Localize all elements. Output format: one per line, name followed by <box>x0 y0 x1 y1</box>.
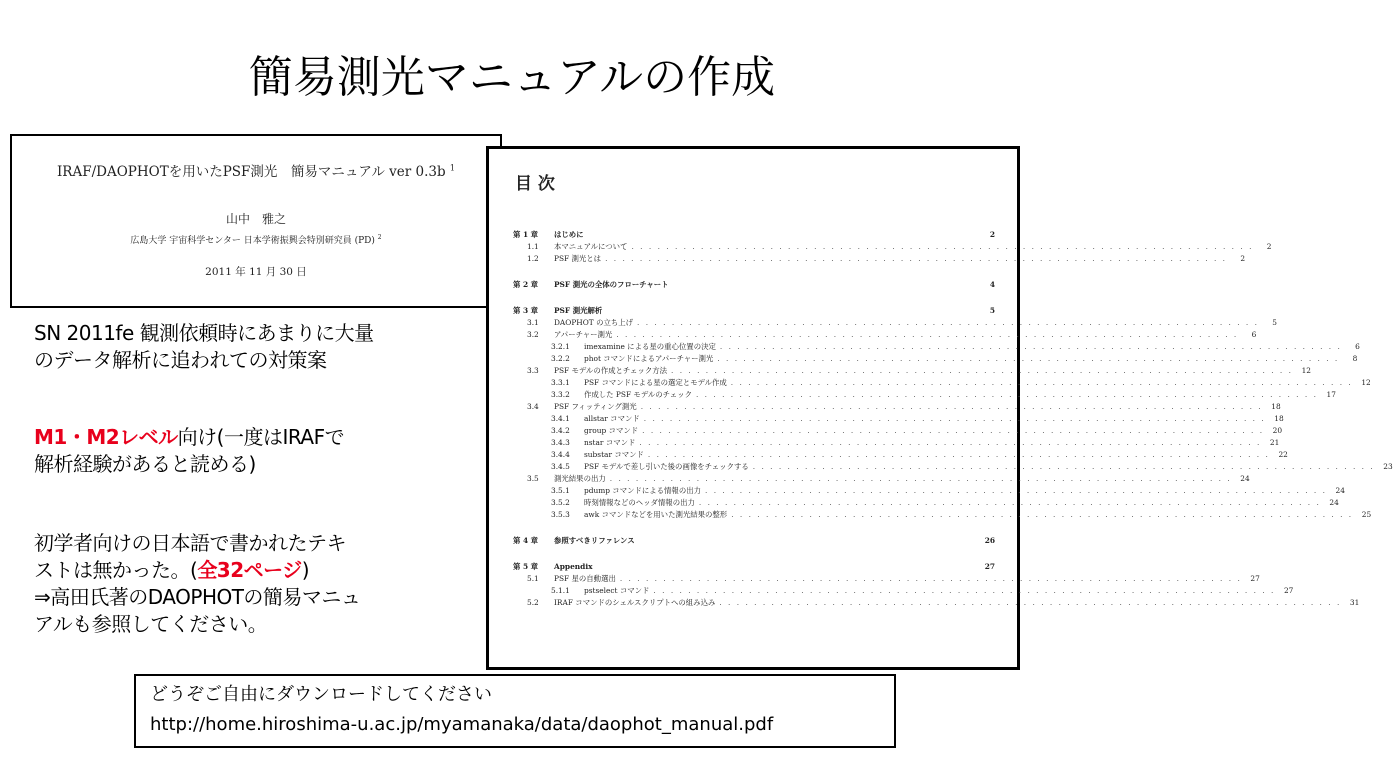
toc-leader-dots: . . . . . . . . . . . . . . . . . . . . . . . . . . . . . . . . . . . . . . . . . . . . . . . . . . . . . . . . . . . . . . . . . . . . . . . . <box>695 390 1318 399</box>
toc-leader-dots: . . . . . . . . . . . . . . . . . . . . . . . . . . . . . . . . . . . . . . . . . . . . . . . . . . . . . . . . . . . . . . . . . . . . . . . . <box>619 574 1242 583</box>
toc-entry <box>513 365 1311 377</box>
toc-leader-dots: . . . . . . . . . . . . . . . . . . . . . . . . . . . . . . . . . . . . . . . . . . . . . . . . . . . . . . . . . . . . . . . . . . . . . . . . <box>631 242 1254 251</box>
toc-entry-page: 12 <box>1361 378 1371 387</box>
toc-entry <box>513 597 1360 609</box>
toc-entry <box>513 461 1393 473</box>
toc-entry <box>513 485 1345 497</box>
toc-entry-number: 5.2 <box>527 598 539 607</box>
download-label: どうぞご自由にダウンロードしてください <box>150 684 492 705</box>
toc-entry-page: 27 <box>1283 586 1294 595</box>
toc-entry <box>513 229 995 241</box>
paper-date: 2011 年 11 月 30 日 <box>205 266 307 278</box>
toc-entry <box>513 437 1280 449</box>
toc-leader-dots: . . . . . . . . . . . . . . . . . . . . . . . . . . . . . . . . . . . . . . . . . . . . . . . . . . . . . . . . . . . . . . . . . . . . . . . . <box>605 254 1228 263</box>
toc-entry <box>513 509 1372 521</box>
toc-entry <box>513 253 1246 265</box>
toc-entry-title: 時刻情報などのヘッダ情報の出力 <box>584 498 695 507</box>
toc-entry-title: アパーチャー測光 <box>554 330 613 339</box>
toc-entry-page: 6 <box>1251 330 1257 339</box>
toc-entry <box>513 413 1284 425</box>
toc-entry-title: 作成した PSF モデルのチェック <box>584 390 692 399</box>
toc-entry-page: 12 <box>1301 366 1311 375</box>
toc-entry-title: PSF コマンドによる星の選定とモデル作成 <box>584 378 727 387</box>
toc-entry-page: 5 <box>1272 318 1277 327</box>
toc-entry <box>513 329 1257 341</box>
toc-entry <box>513 573 1260 585</box>
toc-entry-number: 第 5 章 <box>513 562 539 571</box>
toc-entry-title: PSF フィッティング測光 <box>554 402 637 411</box>
toc-entry-title: 参照すべきリファレンス <box>554 536 635 545</box>
toc-leader-dots: . . . . . . . . . . . . . . . . . . . . . . . . . . . . . . . . . . . . . . . . . . . . . . . . . . . . . . . . . . . . . . . . . . . . . . . . <box>609 474 1232 483</box>
toc-heading: 目 次 <box>515 174 555 194</box>
toc-entry-number: 3.5.1 <box>551 486 570 495</box>
toc-entry-number: 第 2 章 <box>513 280 539 289</box>
toc-entry-number: 3.5.2 <box>551 498 570 507</box>
toc-entry-title: phot コマンドによるアパーチャー測光 <box>584 354 714 363</box>
toc-entry <box>513 561 995 573</box>
toc-entry-page: 27 <box>1250 574 1260 583</box>
toc-entry-title: pdump コマンドによる情報の出力 <box>584 486 701 495</box>
toc-entry-title: PSF モデルの作成とチェック方法 <box>554 366 668 375</box>
toc-entry-page: 20 <box>1272 426 1283 435</box>
toc-entry-title: group コマンド <box>584 426 639 435</box>
toc-entry-number: 3.2 <box>527 330 539 339</box>
body-paragraph-2: M1・M2レベル向け(一度はIRAFで 解析経験があると読める) <box>34 425 345 476</box>
toc-entry-number: 5.1 <box>527 574 539 583</box>
toc-leader-dots: . . . . . . . . . . . . . . . . . . . . . . . . . . . . . . . . . . . . . . . . . . . . . . . . . . . . . . . . . . . . . . . . . . . . . . . . <box>705 486 1327 495</box>
toc-entry-number: 3.4.2 <box>551 426 570 435</box>
toc-entry-title: 測光結果の出力 <box>554 474 606 483</box>
toc-entry-page: 21 <box>1269 438 1280 447</box>
toc-entry-page: 23 <box>1383 462 1393 471</box>
toc-entry <box>513 353 1358 365</box>
toc-entry-number: 3.3.1 <box>551 378 570 387</box>
table-of-contents <box>486 146 1393 670</box>
toc-entry-number: 3.1 <box>527 318 539 327</box>
toc-entry-page: 18 <box>1274 414 1284 423</box>
toc-entry-page: 31 <box>1349 598 1360 607</box>
toc-leader-dots: . . . . . . . . . . . . . . . . . . . . . . . . . . . . . . . . . . . . . . . . . . . . . . . . . . . . . . . . . . . . . . . . . . . . . . . . <box>719 598 1342 607</box>
toc-leader-dots: . . . . . . . . . . . . . . . . . . . . . . . . . . . . . . . . . . . . . . . . . . . . . . . . . . . . . . . . . . . . . . . . . . . . . . . . <box>643 414 1266 423</box>
toc-leader-dots: . . . . . . . . . . . . . . . . . . . . . . . . . . . . . . . . . . . . . . . . . . . . . . . . . . . . . . . . . . . . . . . . . . . . . . . . <box>653 586 1276 595</box>
toc-leader-dots: . . . . . . . . . . . . . . . . . . . . . . . . . . . . . . . . . . . . . . . . . . . . . . . . . . . . . . . . . . . . . . . . . . . . . . . . <box>637 318 1259 327</box>
toc-leader-dots: . . . . . . . . . . . . . . . . . . . . . . . . . . . . . . . . . . . . . . . . . . . . . . . . . . . . . . . . . . . . . . . . . . . . . . . . <box>717 354 1340 363</box>
toc-entry-number: 3.4.3 <box>551 438 570 447</box>
toc-entry-number: 3.4.1 <box>551 414 570 423</box>
toc-leader-dots: . . . . . . . . . . . . . . . . . . . . . . . . . . . . . . . . . . . . . . . . . . . . . . . . . . . . . . . . . . . . . . . . . . . . . . . . <box>730 378 1353 387</box>
toc-entry-title: PSF 測光解析 <box>554 306 603 315</box>
toc-entry <box>513 377 1371 389</box>
body-paragraph-1: SN 2011fe 観測依頼時にあまりに大量 のデータ解析に追われての対策案 <box>34 321 374 372</box>
paper-affiliation: 広島大学 宇宙科学センター 日本学術振興会特別研究員 (PD) $^2$ <box>130 234 382 246</box>
download-box <box>134 674 896 748</box>
toc-entry <box>513 241 1272 253</box>
toc-entry <box>513 585 1294 597</box>
toc-entry-number: 3.5.3 <box>551 510 570 519</box>
body-paragraph-3: 初学者向けの日本語で書かれたテキ ストは無かった。(全32ページ) ⇒高田氏著のDAOPHOTの簡易マニュ アルも参照してください。 <box>34 531 361 636</box>
toc-entry-title: substar コマンド <box>584 450 644 459</box>
toc-leader-dots: . . . . . . . . . . . . . . . . . . . . . . . . . . . . . . . . . . . . . . . . . . . . . . . . . . . . . . . . . . . . . . . . . . . . . . . . <box>752 462 1375 471</box>
toc-leader-dots: . . . . . . . . . . . . . . . . . . . . . . . . . . . . . . . . . . . . . . . . . . . . . . . . . . . . . . . . . . . . . . . . . . . . . . . . <box>671 366 1293 375</box>
toc-entry-number: 第 1 章 <box>513 230 539 239</box>
toc-entry <box>513 425 1283 437</box>
toc-entry-number: 3.4.4 <box>551 450 570 459</box>
download-link[interactable]: http://home.hiroshima-u.ac.jp/myamanaka/data/daophot_manual.pdf <box>150 714 774 735</box>
toc-entry-page: 8 <box>1352 354 1358 363</box>
toc-entry-number: 3.3.2 <box>551 390 570 399</box>
toc-entry-number: 3.5 <box>527 474 539 483</box>
paper-author: 山中 雅之 <box>225 212 286 226</box>
level-highlight: M1・M2レベル <box>34 425 178 449</box>
toc-entry <box>513 497 1339 509</box>
toc-entry-number: 第 4 章 <box>513 536 539 545</box>
toc-entry-title: awk コマンドなどを用いた測光結果の整形 <box>584 510 728 519</box>
toc-leader-dots: . . . . . . . . . . . . . . . . . . . . . . . . . . . . . . . . . . . . . . . . . . . . . . . . . . . . . . . . . . . . . . . . . . . . . . . . <box>640 402 1263 411</box>
toc-entry-title: DAOPHOT の立ち上げ <box>554 318 634 327</box>
toc-entry-page: 22 <box>1278 450 1288 459</box>
toc-entry-page: 25 <box>1361 510 1372 519</box>
toc-entry <box>513 449 1288 461</box>
page-count-highlight: 全32ページ <box>197 558 302 582</box>
toc-entry-title: allstar コマンド <box>584 414 640 423</box>
slide-title: 簡易測光マニュアルの作成 <box>248 52 776 103</box>
toc-entry <box>513 341 1360 353</box>
toc-entry-title: nstar コマンド <box>584 438 636 447</box>
toc-entry-page: 5 <box>989 306 995 315</box>
toc-entry-title: 本マニュアルについて <box>554 242 628 251</box>
toc-entry-title: Appendix <box>554 562 593 571</box>
toc-entry <box>513 317 1277 329</box>
toc-entry-page: 24 <box>1329 498 1339 507</box>
toc-leader-dots: . . . . . . . . . . . . . . . . . . . . . . . . . . . . . . . . . . . . . . . . . . . . . . . . . . . . . . . . . . . . . . . . . . . . . . . . <box>719 342 1342 351</box>
toc-leader-dots: . . . . . . . . . . . . . . . . . . . . . . . . . . . . . . . . . . . . . . . . . . . . . . . . . . . . . . . . . . . . . . . . . . . . . . . . <box>698 498 1321 507</box>
toc-entry-title: pstselect コマンド <box>584 586 650 595</box>
toc-entry-title: imexamine による星の重心位置の決定 <box>584 342 716 351</box>
toc-entry-page: 18 <box>1271 402 1281 411</box>
toc-entry-title: PSF 測光の全体のフローチャート <box>554 280 669 289</box>
toc-entry-page: 27 <box>984 562 995 571</box>
toc-entry <box>513 389 1336 401</box>
toc-entry <box>513 279 995 291</box>
paper-title-page <box>10 134 502 308</box>
toc-entry-page: 17 <box>1326 390 1336 399</box>
toc-entry-page: 26 <box>984 536 995 545</box>
toc-leader-dots: . . . . . . . . . . . . . . . . . . . . . . . . . . . . . . . . . . . . . . . . . . . . . . . . . . . . . . . . . . . . . . . . . . . . . . . . <box>731 510 1354 519</box>
toc-leader-dots: . . . . . . . . . . . . . . . . . . . . . . . . . . . . . . . . . . . . . . . . . . . . . . . . . . . . . . . . . . . . . . . . . . . . . . . . <box>647 450 1270 459</box>
toc-entry <box>513 305 995 317</box>
toc-entry-number: 1.2 <box>527 254 539 263</box>
toc-entry-number: 第 3 章 <box>513 306 539 315</box>
toc-entry-page: 2 <box>1240 254 1246 263</box>
toc-entry-number: 3.2.2 <box>551 354 570 363</box>
toc-leader-dots: . . . . . . . . . . . . . . . . . . . . . . . . . . . . . . . . . . . . . . . . . . . . . . . . . . . . . . . . . . . . . . . . . . . . . . . . <box>642 426 1265 435</box>
toc-entry-number: 3.2.1 <box>551 342 570 351</box>
toc-entry-title: IRAF コマンドのシェルスクリプトへの組み込み <box>554 598 716 607</box>
toc-entry-number: 3.4.5 <box>551 462 570 471</box>
toc-entry-page: 2 <box>1266 242 1272 251</box>
toc-entry-number: 3.4 <box>527 402 539 411</box>
toc-entry-number: 3.3 <box>527 366 539 375</box>
toc-entry-page: 6 <box>1355 342 1360 351</box>
toc-entry-page: 24 <box>1240 474 1250 483</box>
toc-entry-title: PSF モデルで差し引いた後の画像をチェックする <box>584 462 749 471</box>
toc-entry-page: 24 <box>1335 486 1345 495</box>
toc-entry-title: PSF 測光とは <box>554 254 602 263</box>
toc-entry <box>513 473 1250 485</box>
toc-entry-page: 4 <box>989 280 995 289</box>
paper-title: IRAF/DAOPHOTを用いたPSF測光 簡易マニュアル ver 0.3b $^1$ <box>56 163 456 180</box>
toc-entry <box>513 401 1281 413</box>
toc-entry <box>513 535 995 547</box>
toc-leader-dots: . . . . . . . . . . . . . . . . . . . . . . . . . . . . . . . . . . . . . . . . . . . . . . . . . . . . . . . . . . . . . . . . . . . . . . . . <box>639 438 1262 447</box>
toc-entry-title: はじめに <box>554 230 584 239</box>
toc-leader-dots: . . . . . . . . . . . . . . . . . . . . . . . . . . . . . . . . . . . . . . . . . . . . . . . . . . . . . . . . . . . . . . . . . . . . . . . . <box>616 330 1239 339</box>
toc-entry-title: PSF 星の自動選出 <box>554 574 616 583</box>
toc-entry-number: 5.1.1 <box>551 586 570 595</box>
toc-entry-page: 2 <box>989 230 995 239</box>
toc-entry-number: 1.1 <box>527 242 539 251</box>
